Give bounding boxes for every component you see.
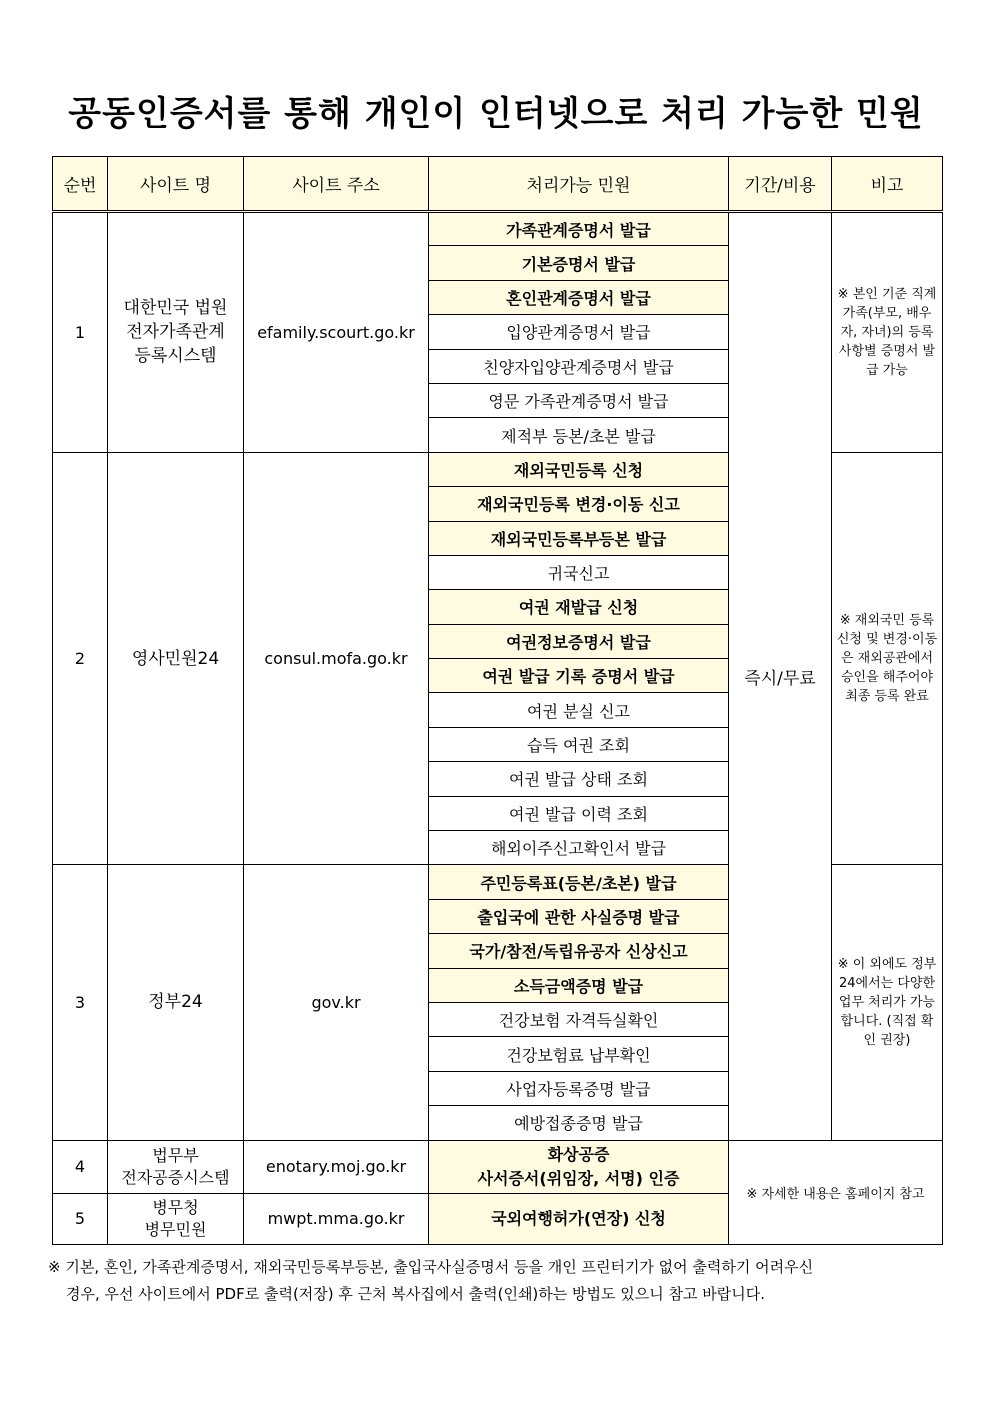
site-name: 병무청 병무민원 bbox=[108, 1193, 244, 1244]
service-item: 여권 발급 이력 조회 bbox=[429, 796, 729, 830]
service-item: 여권정보증명서 발급 bbox=[429, 624, 729, 658]
page-title: 공동인증서를 통해 개인이 인터넷으로 처리 가능한 민원 bbox=[68, 94, 924, 134]
header-site-name: 사이트 명 bbox=[108, 157, 244, 212]
site-address: enotary.moj.go.kr bbox=[244, 1140, 429, 1193]
header-services: 처리가능 민원 bbox=[429, 157, 729, 212]
service-item: 가족관계증명서 발급 bbox=[429, 212, 729, 246]
remark-note: ※ 재외국민 등록 신청 및 변경·이동은 재외공관에서 승인을 해주어야 최종 등록 완료 bbox=[832, 452, 943, 865]
row-number: 5 bbox=[53, 1193, 108, 1244]
footnote-line-1: ※ 기본, 혼인, 가족관계증명서, 재외국민등록부등본, 출입국사실증명서 등을 개인 프린터기가 없어 출력하기 어려우신 bbox=[48, 1258, 814, 1276]
site-address: mwpt.mma.go.kr bbox=[244, 1193, 429, 1244]
service-item: 혼인관계증명서 발급 bbox=[429, 280, 729, 314]
table-row bbox=[53, 212, 943, 246]
service-item: 재외국민등록 변경·이동 신고 bbox=[429, 487, 729, 521]
service-item: 건강보험료 납부확인 bbox=[429, 1037, 729, 1071]
site-name: 대한민국 법원 전자가족관계 등록시스템 bbox=[108, 212, 244, 453]
service-item: 재외국민등록부등본 발급 bbox=[429, 521, 729, 555]
service-item: 여권 분실 신고 bbox=[429, 693, 729, 727]
header-period-cost: 기간/비용 bbox=[729, 157, 832, 212]
site-name: 영사민원24 bbox=[108, 452, 244, 865]
header-site-address: 사이트 주소 bbox=[244, 157, 429, 212]
period-cost: 즉시/무료 bbox=[729, 212, 832, 1141]
header-remarks: 비고 bbox=[832, 157, 943, 212]
service-item: 예방접종증명 발급 bbox=[429, 1106, 729, 1140]
service-item: 해외이주신고확인서 발급 bbox=[429, 831, 729, 865]
remark-note: ※ 본인 기준 직계가족(부모, 배우자, 자녀)의 등록사항별 증명서 발급 가능 bbox=[832, 212, 943, 453]
footnote-line-2: 경우, 우선 사이트에서 PDF로 출력(저장) 후 근처 복사집에서 출력(인쇄)하는 방법도 있으니 참고 바랍니다. bbox=[66, 1285, 765, 1303]
site-address: gov.kr bbox=[244, 865, 429, 1140]
remark-note: ※ 이 외에도 정부24에서는 다양한 업무 처리가 가능합니다. (직접 확인 권장) bbox=[832, 865, 943, 1140]
table-row bbox=[53, 1140, 943, 1193]
service-item: 소득금액증명 발급 bbox=[429, 968, 729, 1002]
service-item: 여권 재발급 신청 bbox=[429, 590, 729, 624]
table-body bbox=[53, 212, 943, 1245]
footnote bbox=[48, 1254, 948, 1308]
table-header-row bbox=[53, 157, 943, 212]
site-address: efamily.scourt.go.kr bbox=[244, 212, 429, 453]
service-item: 귀국신고 bbox=[429, 555, 729, 589]
site-address: consul.mofa.go.kr bbox=[244, 452, 429, 865]
row-number: 1 bbox=[53, 212, 108, 453]
service-item: 재외국민등록 신청 bbox=[429, 452, 729, 486]
service-item: 출입국에 관한 사실증명 발급 bbox=[429, 899, 729, 933]
service-item: 국가/참전/독립유공자 신상신고 bbox=[429, 934, 729, 968]
row-number: 2 bbox=[53, 452, 108, 865]
service-item: 기본증명서 발급 bbox=[429, 246, 729, 280]
site-name: 법무부 전자공증시스템 bbox=[108, 1140, 244, 1193]
service-item: 입양관계증명서 발급 bbox=[429, 315, 729, 349]
service-item: 여권 발급 상태 조회 bbox=[429, 762, 729, 796]
row-number: 3 bbox=[53, 865, 108, 1140]
site-name: 정부24 bbox=[108, 865, 244, 1140]
service-item: 사업자등록증명 발급 bbox=[429, 1071, 729, 1105]
service-item: 친양자입양관계증명서 발급 bbox=[429, 349, 729, 383]
service-item: 국외여행허가(연장) 신청 bbox=[429, 1193, 729, 1244]
bottom-remark: ※ 자세한 내용은 홈페이지 참고 bbox=[729, 1140, 943, 1244]
service-table bbox=[52, 156, 943, 1245]
service-item: 제적부 등본/초본 발급 bbox=[429, 418, 729, 452]
service-item: 주민등록표(등본/초본) 발급 bbox=[429, 865, 729, 899]
header-no: 순번 bbox=[53, 157, 108, 212]
service-item: 영문 가족관계증명서 발급 bbox=[429, 383, 729, 417]
row-number: 4 bbox=[53, 1140, 108, 1193]
service-item: 습득 여권 조회 bbox=[429, 727, 729, 761]
service-item: 건강보험 자격득실확인 bbox=[429, 1002, 729, 1036]
service-item: 여권 발급 기록 증명서 발급 bbox=[429, 659, 729, 693]
service-item: 화상공증 사서증서(위임장, 서명) 인증 bbox=[429, 1140, 729, 1193]
